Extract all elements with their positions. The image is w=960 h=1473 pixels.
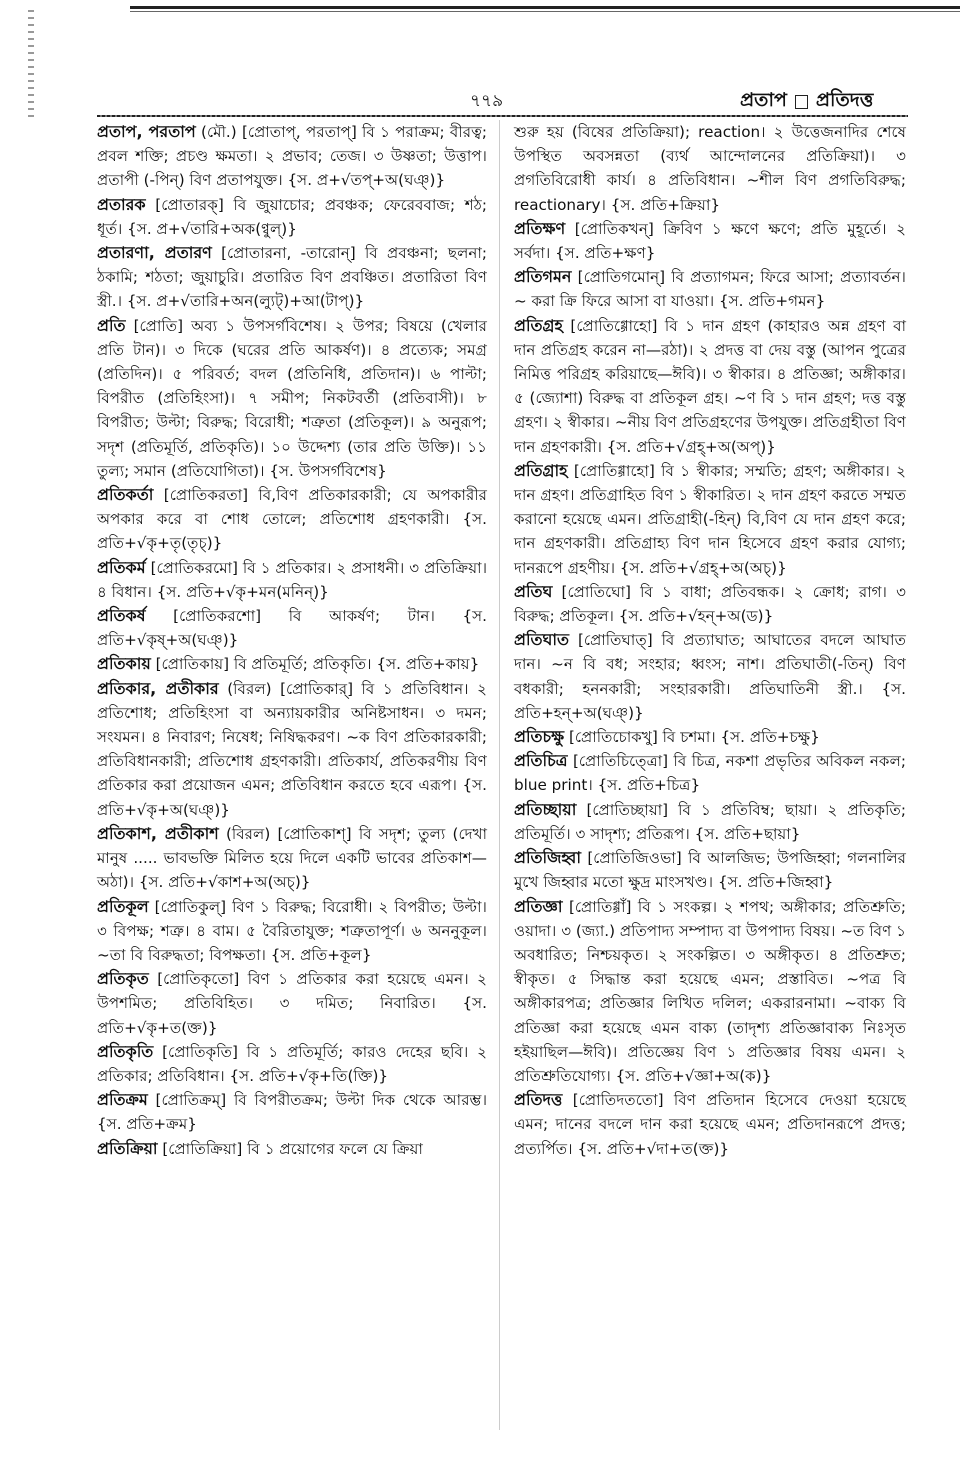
entry-headword: প্রতিগ্রাহ (514, 460, 568, 480)
entry-headword: প্রতিচক্ষু (514, 727, 565, 747)
entry-headword: প্রতিজ্ঞা (514, 896, 563, 916)
header-rule (97, 115, 908, 117)
entry-headword: প্রতিক্রিয়া (97, 1138, 158, 1158)
dictionary-entry (514, 628, 906, 725)
running-head (740, 86, 873, 118)
dictionary-entry (514, 580, 906, 628)
entry-definition: [প্রোতারনা, -তারোন্] বি প্রবঞ্চনা; ছলনা; ঠকামি; শঠতা; জুয়াচুরি। প্রতারিত বিণ প্রবঞ্চিত। প্রতারিতা বিণ স্ত্রী.। {স. প্র+√তারি+অন(ল্যুট্)+আ(টাপ্)} (97, 244, 487, 311)
entry-definition: (বিরল) [প্রোতিকাশ্] বি সদৃশ; তুল্য (দেখা মানুষ ..... ভাবভক্তি মিলিত হয়ে দিলে একটি ভাবের প্রতিকাশ—অঠা)। {স. প্রতি+√কাশ+অ(অচ্)} (97, 824, 488, 892)
entry-headword: প্রতিক্ষণ (514, 218, 566, 238)
dictionary-entry (514, 725, 906, 749)
entry-headword: প্রতি (97, 315, 126, 335)
dictionary-entry (97, 1040, 487, 1088)
entry-headword: প্রতিগমন (514, 267, 572, 287)
entry-headword: প্রতারণা, প্রতারণ (97, 243, 212, 263)
top-rule-thin (130, 11, 960, 12)
entry-headword: প্রতিকাশ, প্রতীকাশ (97, 823, 219, 843)
dictionary-entry (514, 895, 906, 1089)
box-separator-icon (795, 95, 808, 109)
entry-definition: [প্রোতিক্রিয়া] বি ১ প্রয়োগের ফলে যে ক্রিয়া (157, 1139, 423, 1158)
dictionary-entry (514, 265, 906, 313)
dictionary-entry (514, 1088, 906, 1161)
dictionary-entry (514, 798, 906, 846)
entry-definition: [প্রোতিচোকখু] বি চশমা। {স. প্রতি+চক্ষু} (564, 728, 820, 747)
entry-definition: [প্রোতিগ্গোহো] বি ১ দান গ্রহণ (কাহারও অন্ন গ্রহণ বা দান প্রতিগ্রহ করেন না—রঠা)। ২ প্রদত্ত বা দেয় বস্তু (আপন পুত্রের নিমিত্ত পরিগ্রহ করিয়াছে—ঈবি)। ৩ স্বীকার। ৪ প্রতিজ্ঞা; অঙ্গীকার। ৫ (জ্যোশা) বিরুদ্ধ বা প্রতিকূল গ্রহ। ~ণ বি ১ দান গ্রহণ; দত্ত বস্তু গ্রহণ। ২ স্বীকার। ~নীয় বিণ প্রতিগ্রহণের উপযুক্ত। প্রতিগ্রহীতা বিণ দান গ্রহণকারী। {স. প্রতি+√গ্রহ্+অ(অপ্)} (514, 316, 906, 456)
page-number: ৭৭৯ (470, 91, 504, 111)
entry-definition: [প্রোতিদততো] বিণ প্রতিদান হিসেবে দেওয়া হয়েছে এমন; দানের বদলে দান করা হয়েছে এমন; প্রতিদানরূপে প্রদত্ত; প্রত্যর্পিত। {স. প্রতি+√দা+ত(ক্ত)} (514, 1091, 906, 1158)
entry-definition: [প্রোতিঘো] বি ১ বাধা; প্রতিবন্ধক। ২ ক্রোধ; রাগ। ৩ বিরুদ্ধ; প্রতিকূল। {স. প্রতি+√হন্+অ(ড)} (514, 582, 906, 626)
dictionary-entry (97, 822, 487, 895)
entry-definition: শুরু হয় (বিষের প্রতিক্রিয়া); reaction। ২ উত্তেজনাদির শেষে উপস্থিত অবসন্নতা (ব্যর্থ আন্দোলনের প্রতিক্রিয়া)। ৩ প্রগতিবিরোধী কার্য। ৪ প্রতিবিধান। ~শীল বিণ প্রগতিবিরুদ্ধ; reactionary। {স. প্রতি+ক্রিয়া} (514, 123, 906, 214)
dictionary-entry (514, 217, 906, 265)
entry-headword: প্রতাপ, পরতাপ (97, 122, 196, 141)
entry-definition: [প্রোতিকৃতো] বিণ ১ প্রতিকার করা হয়েছে এমন। ২ উপশমিত; প্রতিবিহিত। ৩ দমিত; নিবারিত। {স. প্রতি+√কৃ+ত(ক্ত)} (97, 970, 487, 1037)
entry-definition: [প্রোতিকরতা] বি,বিণ প্রতিকারকারী; যে অপকারীর অপকার করে বা শোধ তোলে; প্রতিশোধ গ্রহণকারী। {স. প্রতি+√কৃ+তৃ(তৃচ্)} (97, 486, 487, 553)
entry-headword: প্রতিকর্ষ (97, 606, 146, 626)
dictionary-entry (97, 677, 487, 822)
dictionary-entry (97, 1137, 487, 1161)
entry-headword: প্রতিদত্ত (514, 1090, 563, 1110)
entry-headword: প্রতারক (97, 194, 146, 214)
entry-headword: প্রতিচ্ছায়া (514, 799, 577, 819)
dictionary-entry (514, 459, 906, 580)
dictionary-entry (97, 1088, 487, 1136)
entry-definition: [প্রোতিঘাত্] বি প্রত্যাঘাত; আঘাতের বদলে আঘাত দান। ~ন বি বধ; সংহার; ধ্বংস; নাশ। প্রতিঘাতী(-তিন্) বিণ বধকারী; হননকারী; সংহারকারী। প্রতিঘাতিনী স্ত্রী.। {স. প্রতি+হন্+অ(ঘঞ্)} (514, 631, 906, 722)
guide-word-first: প্রতাপ (740, 89, 787, 111)
entry-headword: প্রতিঘ (514, 581, 553, 601)
dictionary-entry (97, 193, 487, 241)
guide-word-last: প্রতিদত্ত (815, 89, 874, 111)
scan-margin-marks (28, 10, 34, 120)
column-divider (499, 120, 500, 1430)
entry-headword: প্রতিকায় (97, 654, 151, 674)
left-column (97, 120, 487, 1161)
entry-headword: প্রতিকর্ম (97, 557, 146, 577)
entry-definition: [প্রোতিচ্ছায়া] বি ১ প্রতিবিম্ব; ছায়া। ২ প্রতিকৃতি; প্রতিমূর্তি। ৩ সাদৃশ্য; প্রতিরূপ। {স. প্রতি+ছায়া} (514, 800, 906, 843)
entry-definition: [প্রোতি] অব্য ১ উপসর্গবিশেষ। ২ উপর; বিষয়ে (খেলার প্রতি টান)। ৩ দিকে (ঘরের প্রতি আকর্ষণ)। ৪ প্রত্যেক; সমগ্র (প্রতিদিন)। ৫ পরিবর্ত; বদল (প্রতিনিধি, প্রতিদান)। ৬ পাল্টা; বিপরীত (প্রতিহিংসা)। ৭ সমীপ; নিকটবর্তী (প্রতিবাসী)। ৮ বিপরীত; উল্টা; বিরুদ্ধ; বিরোধী; শত্রুতা (প্রতিকূল)। ৯ অনুরূপ; সদৃশ (প্রতিমূর্তি, প্রতিকৃতি)। ১০ উদ্দেশ্য (তার প্রতি উক্তি)। ১১ তুল্য; সমান (প্রতিযোগিতা)। {স. উপসর্গবিশেষ} (97, 316, 487, 480)
dictionary-entry (97, 652, 487, 676)
dictionary-entry (514, 120, 906, 217)
dictionary-entry (514, 749, 906, 797)
entry-headword: প্রতিকৃতি (97, 1041, 154, 1061)
entry-headword: প্রতিকৃত (97, 969, 149, 989)
entry-headword: প্রতিক্রম (97, 1090, 148, 1110)
entry-definition: [প্রোতিকখন্] ক্রিবিণ ১ ক্ষণে ক্ষণে; প্রতি মুহূর্তে। ২ সর্বদা। {স. প্রতি+ক্ষণ} (514, 219, 906, 263)
dictionary-entry (97, 314, 487, 483)
dictionary-entry (97, 241, 487, 314)
dictionary-entry (97, 120, 487, 193)
dictionary-entry (97, 483, 487, 556)
entry-definition: [প্রোতিকায়] বি প্রতিমূর্তি; প্রতিকৃতি। {স. প্রতি+কায়} (150, 655, 480, 674)
entry-headword: প্রতিগ্রহ (514, 315, 563, 335)
entry-definition: (বিরল) [প্রোতিকার্] বি ১ প্রতিবিধান। ২ প্রতিশোধ; প্রতিহিংসা বা অন্যায়কারীর অনিষ্টসাধন। ৩ দমন; সংযমন। ৪ নিবারণ; নিষেধ; নিষিদ্ধকরণ। ~ক বিণ প্রতিকারকারী; প্রতিবিধানকারী; প্রতিশোধ গ্রহণকারী। প্রতিকার্য, প্রতিকরণীয় বিণ প্রতিকার করা প্রয়োজন এমন; প্রতিবিধান করতে হবে এরূপ। {স. প্রতি+√কৃ+অ(ঘঞ্)} (97, 679, 488, 819)
top-rule (130, 6, 960, 9)
dictionary-entry (97, 967, 487, 1040)
entry-headword: প্রতিকর্তা (97, 485, 154, 505)
entry-definition: [প্রোতিকৃতি] বি ১ প্রতিমূর্তি; কারও দেহের ছবি। ২ প্রতিকার; প্রতিবিধান। {স. প্রতি+√কৃ+তি(ক্তি)} (97, 1042, 487, 1085)
entry-definition: [প্রোতারক্] বি জুয়াচোর; প্রবঞ্চক; ফেরেববাজ; শঠ; ধূর্ত। {স. প্র+√তারি+অক(ণ্বুল্)} (97, 195, 487, 238)
dictionary-entry (514, 314, 906, 459)
entry-definition: [প্রোতিকুল্] বিণ ১ বিরুদ্ধ; বিরোধী। ২ বিপরীত; উল্টা। ৩ বিপক্ষ; শত্রু। ৪ বাম। ৫ বৈরিতাযুক্ত; শত্রুতাপূর্ণ। ৬ অননুকূল। ~তা বি বিরুদ্ধতা; বিপক্ষতা। {স. প্রতি+কূল} (97, 897, 487, 964)
entry-headword: প্রতিজিহ্বা (514, 848, 581, 868)
entry-headword: প্রতিচিত্র (514, 751, 568, 771)
entry-definition: [প্রোতিক্রম্] বি বিপরীতক্রম; উল্টা দিক থেকে আরম্ভ। {স. প্রতি+ক্রম} (97, 1091, 487, 1134)
dictionary-entry (514, 846, 906, 894)
dictionary-entry (97, 895, 487, 968)
entry-definition: [প্রোতিগমোন্] বি প্রত্যাগমন; ফিরে আসা; প্রত্যাবর্তন। ~ করা ক্রি ফিরে আসা বা যাওয়া। {স. প্রতি+গমন} (514, 268, 906, 311)
entry-definition: [প্রোতিগ্গাহো] বি ১ স্বীকার; সম্মতি; গ্রহণ; অঙ্গীকার। ২ দান গ্রহণ। প্রতিগ্রাহিত বিণ ১ স্বীকারিত। ২ দান গ্রহণ করতে সম্মত করানো হয়েছে এমন। প্রতিগ্রাহী(-হিন্) বি,বিণ যে দান গ্রহণ করে; দান গ্রহণকারী। প্রতিগ্রাহ্য বিণ দান হিসেবে গ্রহণ করার যোগ্য; দানরূপে গ্রহণীয়। {স. প্রতি+√গ্রহ্+অ(অচ্)} (514, 461, 906, 577)
dictionary-entry (97, 556, 487, 604)
entry-headword: প্রতিকার, প্রতীকার (97, 678, 219, 698)
entry-definition: [প্রোতিকরমো] বি ১ প্রতিকার। ২ প্রসাধনী। ৩ প্রতিক্রিয়া। ৪ বিধান। {স. প্রতি+√কৃ+মন(মনিন্)} (97, 558, 487, 601)
entry-headword: প্রতিঘাত (514, 630, 570, 650)
right-column (514, 120, 906, 1161)
entry-definition: [প্রোতিগ্গাঁ] বি ১ সংকল্প। ২ শপথ; অঙ্গীকার; প্রতিশ্রুতি; ওয়াদা। ৩ (জ্যা.) প্রতিপাদ্য সম্পাদ্য বা উপপাদ্য বিষয়। ~ত বিণ ১ অবধারিত; নিশ্চয়কৃত। ২ সংকল্পিত। ৩ অঙ্গীকৃত। ৪ প্রতিশ্রুত; স্বীকৃত। ৫ সিদ্ধান্ত করা হয়েছে এমন; প্রস্তাবিত। ~পত্র বি অঙ্গীকারপত্র; প্রতিজ্ঞার লিখিত দলিল; একরারনামা। ~বাক্য বি প্রতিজ্ঞা করা হয়েছে এমন বাক্য (তাদৃশ্য প্রতিজ্ঞাবাক্য নিঃসৃত হইয়াছিল—ঈবি)। প্রতিজ্ঞেয় বিণ ১ প্রতিজ্ঞার বিষয় এমন। ২ প্রতিশ্রুতিযোগ্য। {স. প্রতি+√জ্ঞা+অ(ক)} (514, 897, 906, 1085)
entry-definition: (মৌ.) [প্রোতাপ্, পরতাপ্] বি ১ পরাক্রম; বীরত্ব; প্রবল শক্তি; প্রচণ্ড ক্ষমতা। ২ প্রভাব; তেজ। ৩ উষ্ণতা; উত্তাপ। প্রতাপী (-পিন্) বিণ প্রতাপযুক্ত। {স. প্র+√তপ্+অ(ঘঞ্)} (97, 123, 488, 190)
dictionary-entry (97, 604, 487, 652)
entry-definition: [প্রোতিচিত্ত্রো] বি চিত্র, নকশা প্রভৃতির অবিকল নকল; blue print। {স. প্রতি+চিত্র} (514, 752, 906, 795)
entry-definition: [প্রোতিকরশো] বি আকর্ষণ; টান। {স. প্রতি+√কৃষ্+অ(ঘঞ্)} (97, 607, 487, 650)
entry-headword: প্রতিকূল (97, 896, 149, 916)
entry-definition: [প্রোতিজিওভা] বি আলজিভ; উপজিহ্বা; গলনালির মুখে জিহ্বার মতো ক্ষুদ্র মাংসখণ্ড। {স. প্রতি+জিহ্বা} (514, 849, 906, 892)
